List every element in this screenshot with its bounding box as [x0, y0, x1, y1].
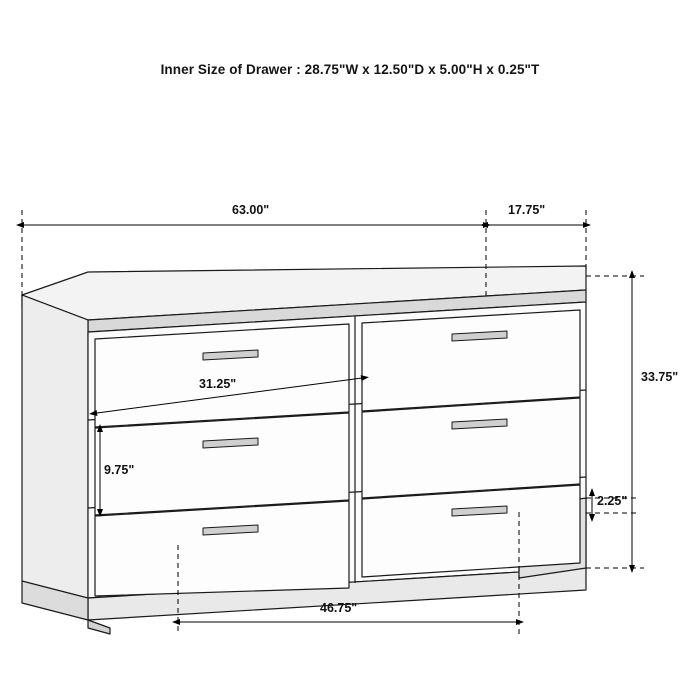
drawer-face-top-right — [362, 310, 580, 411]
drawer-face-bottom-right — [362, 485, 580, 577]
base-foot-left — [88, 620, 110, 634]
dimension-label-base-width: 46.75" — [320, 601, 358, 615]
dimension-label-depth: 17.75" — [508, 203, 546, 217]
dimension-label-drawer-height: 9.75" — [104, 463, 135, 477]
page-title: Inner Size of Drawer : 28.75"W x 12.50"D x 5.00"H x 0.25"T — [160, 62, 540, 77]
drawer-face-bottom-left — [95, 501, 349, 596]
dimension-label-width: 63.00" — [232, 203, 270, 217]
dimension-label-plinth-height: 2.25" — [597, 494, 628, 508]
dimension-label-drawer-inner-width: 31.25" — [199, 377, 237, 391]
drawer-face-mid-right — [362, 398, 580, 498]
drawer-face-top-left — [95, 324, 349, 427]
left-side-panel — [22, 295, 88, 608]
dimension-label-height: 33.75" — [641, 370, 679, 384]
dresser-illustration — [22, 266, 586, 634]
